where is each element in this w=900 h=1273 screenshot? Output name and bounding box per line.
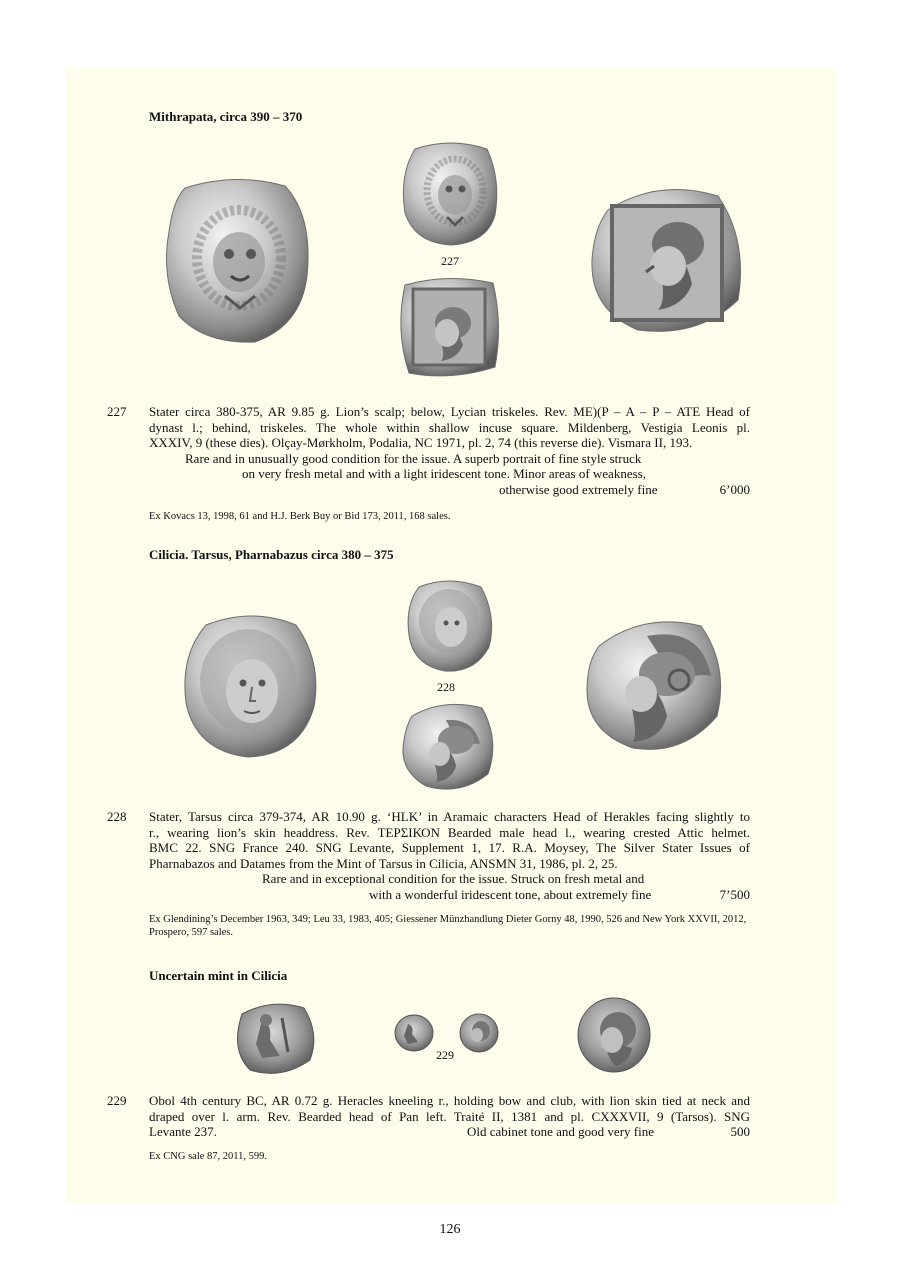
coin-229-reverse-large: [576, 996, 652, 1074]
price-228: 7’500: [719, 887, 750, 902]
section-heading-tarsus: Cilicia. Tarsus, Pharnabazus circa 380 – 375: [149, 547, 394, 562]
lot-number-227: 227: [107, 404, 127, 419]
section-heading-mithrapata: Mithrapata, circa 390 – 370: [149, 109, 303, 124]
coin-229-obverse-large: [232, 1000, 316, 1076]
image-label-228: 228: [437, 680, 455, 694]
price-227: 6’000: [719, 482, 750, 497]
lot-description-229: [149, 1093, 750, 1140]
coin-229-reverse-small: [459, 1013, 499, 1053]
description-line: draped over l. arm. Rev. Bearded head of Pan left. Traité II, 1381 and pl. CXXXVII, 9 (Tarsos). SNG: [149, 1108, 750, 1124]
provenance-227: Ex Kovacs 13, 1998, 61 and H.J. Berk Buy or Bid 173, 2011, 168 sales.: [149, 511, 451, 522]
condition-line: with a wonderful iridescent tone, about extremely fine: [369, 887, 652, 902]
provenance-228: Ex Glendining’s December 1963, 349; Leu 33, 1983, 405; Giessener Münzhandlung Dieter Gorny 48, 1990, 526 and New York XXVII, 2012, Prospero, 597 sales.: [149, 914, 747, 938]
condition-line: otherwise good extremely fine: [499, 482, 658, 497]
coin-229-obverse-small: [394, 1014, 434, 1052]
condition-line: on very fresh metal and with a light iridescent tone. Minor areas of weakness,: [242, 466, 646, 481]
description-line: XXXIV, 9 (these dies). Olçay-Mørkholm, Podalia, NC 1971, pl. 2, 74 (this reverse die). Vismara II, 193.: [149, 435, 693, 450]
coin-227-obverse-large: [165, 176, 311, 344]
lot-number-229: 229: [107, 1093, 127, 1108]
provenance-229: Ex CNG sale 87, 2011, 599.: [149, 1151, 268, 1162]
coin-227-obverse-small: [401, 139, 499, 247]
coin-228-obverse-large: [182, 611, 318, 759]
page-number: 126: [439, 1222, 461, 1237]
condition-line: Rare and in unusually good condition for the issue. A superb portrait of fine style struck: [185, 451, 642, 466]
coin-228-reverse-small: [400, 700, 496, 792]
image-label-227: 227: [441, 254, 459, 268]
description-line: Stater circa 380-375, AR 9.85 g. Lion’s scalp; below, Lycian triskeles. Rev. ME)(P – A – P – ATE Head of: [149, 404, 750, 419]
lot-number-228: 228: [107, 809, 127, 824]
description-line: Obol 4th century BC, AR 0.72 g. Heracles kneeling r., holding bow and club, with lion skin tied at neck and: [149, 1093, 750, 1108]
description-line: BMC 22. SNG France 240. SNG Levante, Supplement 1, 17. R.A. Moysey, The Silver Stater Issues of: [149, 840, 750, 855]
description-line: Levante 237.: [149, 1124, 217, 1139]
coin-227-reverse-large: [588, 180, 744, 336]
price-229: 500: [730, 1124, 750, 1139]
condition-line: Rare and in exceptional condition for the issue. Struck on fresh metal and: [262, 871, 645, 886]
condition-line: Old cabinet tone and good very fine: [467, 1124, 654, 1139]
coin-228-obverse-small: [405, 577, 493, 673]
description-line: dynast l.; behind, triskeles. The whole within shallow incuse square. Mildenberg, Vestigia Leonis pl.: [149, 419, 750, 435]
coin-228-reverse-large: [583, 616, 725, 754]
coin-227-reverse-small: [397, 275, 501, 379]
lot-description-227: [149, 404, 750, 451]
section-heading-uncertain-mint: Uncertain mint in Cilicia: [149, 968, 288, 983]
description-line: Stater, Tarsus circa 379-374, AR 10.90 g. ‘HLK’ in Aramaic characters Head of Herakles facing slightly to: [149, 809, 750, 824]
description-line: r., wearing lion’s skin headdress. Rev. ΤΕΡΣΙΚΟΝ Bearded male head l., wearing crested Attic helmet.: [149, 824, 750, 840]
description-line: Pharnabazos and Datames from the Mint of Tarsus in Cilicia, ANSMN 31, 1986, pl. 2, 25.: [149, 855, 618, 871]
lot-description-228: [149, 809, 750, 871]
image-label-229: 229: [436, 1048, 454, 1062]
